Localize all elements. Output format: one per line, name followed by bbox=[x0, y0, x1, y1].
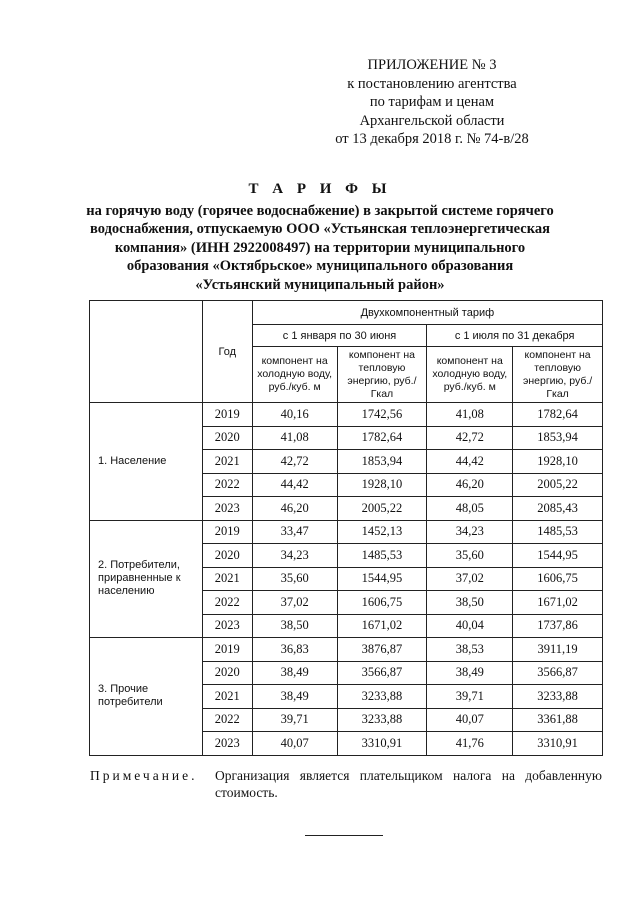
heat-h1-cell: 1485,53 bbox=[337, 544, 427, 568]
heat-h1-cell: 3233,88 bbox=[337, 685, 427, 709]
water-h1-cell: 42,72 bbox=[252, 450, 337, 474]
heat-h2-cell: 3233,88 bbox=[513, 685, 603, 709]
water-h2-cell: 38,49 bbox=[427, 661, 513, 685]
heat-h1-cell: 1853,94 bbox=[337, 450, 427, 474]
component-header-heat-h1: компонент на тепловую энергию, руб./Гкал bbox=[337, 347, 427, 403]
heat-h2-cell: 1544,95 bbox=[513, 544, 603, 568]
year-cell: 2020 bbox=[202, 426, 252, 450]
table-row bbox=[90, 638, 603, 662]
water-h1-cell: 40,16 bbox=[252, 403, 337, 427]
heat-h2-cell: 2085,43 bbox=[513, 497, 603, 521]
year-cell: 2023 bbox=[202, 497, 252, 521]
heat-h2-cell: 3310,91 bbox=[513, 732, 603, 756]
year-cell: 2022 bbox=[202, 708, 252, 732]
heat-h2-cell: 1928,10 bbox=[513, 450, 603, 474]
water-h2-cell: 46,20 bbox=[427, 473, 513, 497]
note-label: Примечание. bbox=[90, 768, 198, 783]
heat-h2-cell: 3566,87 bbox=[513, 661, 603, 685]
year-cell: 2020 bbox=[202, 661, 252, 685]
heat-h1-cell: 1544,95 bbox=[337, 567, 427, 591]
footer-divider bbox=[305, 835, 383, 836]
heat-h2-cell: 1606,75 bbox=[513, 567, 603, 591]
appendix-line: к постановлению агентства bbox=[347, 75, 517, 92]
heat-h2-cell: 1782,64 bbox=[513, 403, 603, 427]
year-cell: 2021 bbox=[202, 685, 252, 709]
year-cell: 2021 bbox=[202, 567, 252, 591]
year-cell: 2019 bbox=[202, 520, 252, 544]
note-text: Организация является плательщиком налога на добавленную стоимость. bbox=[215, 768, 602, 800]
heat-h1-cell: 3233,88 bbox=[337, 708, 427, 732]
heat-h1-cell: 1671,02 bbox=[337, 614, 427, 638]
year-cell: 2020 bbox=[202, 544, 252, 568]
corner-header-cell bbox=[90, 301, 203, 403]
title-line: «Устьянский муниципальный район» bbox=[195, 276, 445, 293]
appendix-line: Архангельской области bbox=[359, 112, 505, 129]
title-line: образования «Октябрьское» муниципального образования bbox=[126, 258, 514, 274]
heat-h2-cell: 3361,88 bbox=[513, 708, 603, 732]
water-h2-cell: 39,71 bbox=[427, 685, 513, 709]
heat-h2-cell: 3911,19 bbox=[513, 638, 603, 662]
category-cell: 3. Прочие потребители bbox=[90, 638, 203, 756]
heat-h1-cell: 1606,75 bbox=[337, 591, 427, 615]
title-line: водоснабжения, отпускаемую ООО «Устьянская теплоэнергетическая bbox=[90, 221, 550, 237]
period-header-h2: с 1 июля по 31 декабря bbox=[427, 325, 603, 347]
water-h2-cell: 42,72 bbox=[427, 426, 513, 450]
component-header-water-h1: компонент на холодную воду, руб./куб. м bbox=[252, 347, 337, 403]
year-cell: 2019 bbox=[202, 403, 252, 427]
water-h1-cell: 41,08 bbox=[252, 426, 337, 450]
heat-h2-cell: 1737,86 bbox=[513, 614, 603, 638]
category-cell: 2. Потребители, приравненные к населению bbox=[90, 520, 203, 638]
water-h2-cell: 41,08 bbox=[427, 403, 513, 427]
document-title bbox=[80, 180, 560, 294]
component-header-heat-h2: компонент на тепловую энергию, руб./Гкал bbox=[513, 347, 603, 403]
year-cell: 2023 bbox=[202, 614, 252, 638]
heat-h1-cell: 1928,10 bbox=[337, 473, 427, 497]
water-h2-cell: 41,76 bbox=[427, 732, 513, 756]
water-h1-cell: 40,07 bbox=[252, 732, 337, 756]
heat-h1-cell: 3310,91 bbox=[337, 732, 427, 756]
water-h1-cell: 38,49 bbox=[252, 661, 337, 685]
title-word: Т А Р И Ф Ы bbox=[248, 181, 392, 197]
water-h1-cell: 39,71 bbox=[252, 708, 337, 732]
appendix-date: от 13 декабря 2018 г. № 74-в/28 bbox=[335, 131, 529, 147]
water-h2-cell: 38,50 bbox=[427, 591, 513, 615]
appendix-line: по тарифам и ценам bbox=[369, 94, 495, 110]
tariff-table bbox=[89, 300, 603, 756]
table-row bbox=[90, 403, 603, 427]
water-h2-cell: 35,60 bbox=[427, 544, 513, 568]
heat-h2-cell: 1485,53 bbox=[513, 520, 603, 544]
category-cell: 1. Население bbox=[90, 403, 203, 521]
year-cell: 2022 bbox=[202, 473, 252, 497]
water-h2-cell: 48,05 bbox=[427, 497, 513, 521]
water-h1-cell: 38,50 bbox=[252, 614, 337, 638]
water-h1-cell: 36,83 bbox=[252, 638, 337, 662]
title-line: на горячую воду (горячее водоснабжение) в закрытой системе горячего bbox=[86, 202, 554, 219]
water-h2-cell: 40,04 bbox=[427, 614, 513, 638]
table-row bbox=[90, 520, 603, 544]
year-cell: 2019 bbox=[202, 638, 252, 662]
water-h1-cell: 37,02 bbox=[252, 591, 337, 615]
water-h2-cell: 44,42 bbox=[427, 450, 513, 474]
heat-h1-cell: 2005,22 bbox=[337, 497, 427, 521]
heat-h2-cell: 2005,22 bbox=[513, 473, 603, 497]
water-h2-cell: 40,07 bbox=[427, 708, 513, 732]
heat-h1-cell: 3876,87 bbox=[337, 638, 427, 662]
water-h1-cell: 38,49 bbox=[252, 685, 337, 709]
tariff-header: Двухкомпонентный тариф bbox=[252, 301, 602, 325]
water-h1-cell: 34,23 bbox=[252, 544, 337, 568]
water-h2-cell: 37,02 bbox=[427, 567, 513, 591]
heat-h2-cell: 1671,02 bbox=[513, 591, 603, 615]
heat-h1-cell: 1782,64 bbox=[337, 426, 427, 450]
year-cell: 2021 bbox=[202, 450, 252, 474]
heat-h1-cell: 1452,13 bbox=[337, 520, 427, 544]
year-header: Год bbox=[202, 301, 252, 403]
heat-h2-cell: 1853,94 bbox=[513, 426, 603, 450]
water-h2-cell: 34,23 bbox=[427, 520, 513, 544]
appendix-header bbox=[302, 56, 562, 149]
water-h1-cell: 35,60 bbox=[252, 567, 337, 591]
water-h2-cell: 38,53 bbox=[427, 638, 513, 662]
water-h1-cell: 44,42 bbox=[252, 473, 337, 497]
year-cell: 2022 bbox=[202, 591, 252, 615]
period-header-h1: с 1 января по 30 июня bbox=[252, 325, 427, 347]
year-cell: 2023 bbox=[202, 732, 252, 756]
water-h1-cell: 46,20 bbox=[252, 497, 337, 521]
heat-h1-cell: 3566,87 bbox=[337, 661, 427, 685]
component-header-water-h2: компонент на холодную воду, руб./куб. м bbox=[427, 347, 513, 403]
title-line: компания» (ИНН 2922008497) на территории муниципального bbox=[114, 239, 526, 256]
water-h1-cell: 33,47 bbox=[252, 520, 337, 544]
heat-h1-cell: 1742,56 bbox=[337, 403, 427, 427]
appendix-number: ПРИЛОЖЕНИЕ № 3 bbox=[367, 57, 497, 73]
